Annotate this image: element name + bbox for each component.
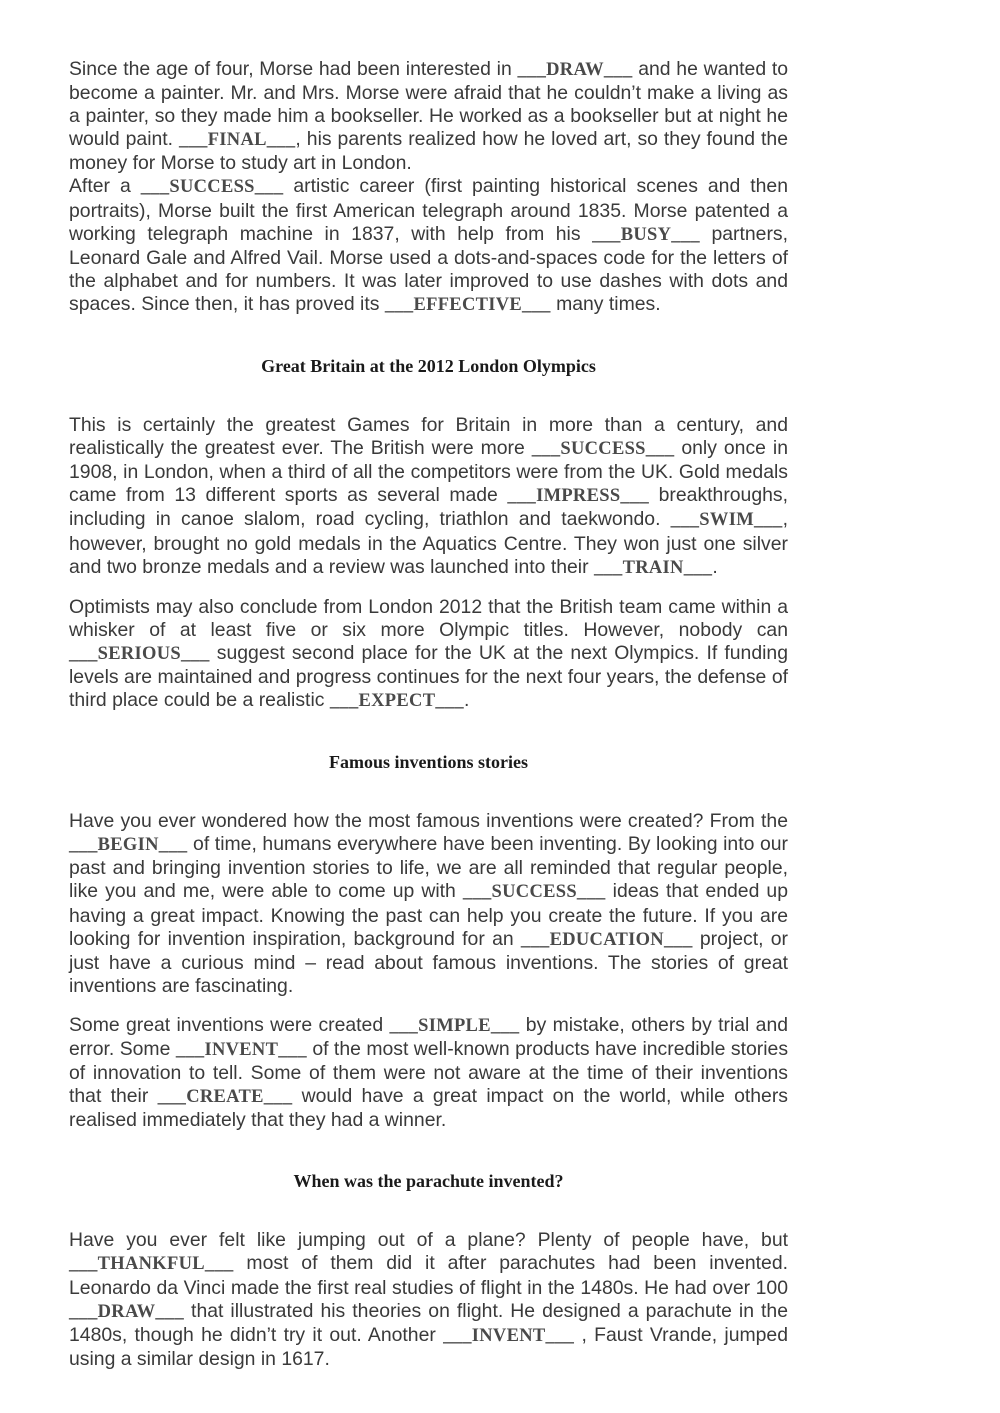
text-run: of time, humans everywhere have been inventing. By looking into our past and bringing invention stories to life, we are all reminded that regular people, like you and me, were able to come up with — [69, 833, 788, 903]
text-run: breakthroughs, including in canoe slalom, road cycling, triathlon and taekwondo. — [69, 484, 788, 531]
gap-begin: ___BEGIN___ — [69, 835, 188, 856]
text-run: most of them did it after parachutes had been invented. Leonardo da Vinci made the first real studies of flight in the 1480s. He had over 100 — [69, 1252, 788, 1299]
gap-invent: ___INVENT___ — [443, 1325, 575, 1346]
olympics-paragraph-2 — [69, 596, 788, 713]
gap-draw: ___DRAW___ — [69, 1301, 185, 1322]
text-run: Have you ever wondered how the most famous inventions were created? From the — [69, 810, 788, 833]
olympics-title: Great Britain at the 2012 London Olympics — [261, 356, 596, 377]
text-run: many times. — [550, 292, 661, 315]
inventions-paragraph-1 — [69, 810, 788, 998]
text-run: project, or just have a curious mind – read about famous inventions. The stories of great inventions are fascinating. — [69, 927, 788, 997]
text-run: . — [463, 689, 470, 712]
gap-draw: ___DRAW___ — [517, 60, 633, 80]
text-run: Have you ever felt like jumping out of a plane? Plenty of people have, but — [69, 1229, 788, 1252]
inventions-title: Famous inventions stories — [328, 752, 528, 773]
worksheet-page — [69, 58, 788, 1371]
text-run: Optimists may also conclude from London 2012 that the British team came within a whisker of at least five or six more Olympic titles. However, nobody can — [69, 595, 788, 641]
text-run: . — [712, 555, 718, 578]
text-run: artistic career (first painting historical scenes and then portraits), Morse built the first American telegraph around 1835. Morse patented a working telegraph machine in 1837, with help from his — [69, 175, 788, 245]
text-run: Some great inventions were created — [69, 1013, 390, 1036]
gap-simple: ___SIMPLE___ — [389, 1015, 520, 1036]
text-run: suggest second place for the UK at the next Olympics. If funding levels are maintained and progress continues for the next four years, the defense of third place could be a realistic — [69, 641, 788, 712]
gap-busy: ___BUSY___ — [592, 224, 700, 245]
gap-swim: ___SWIM___ — [670, 510, 783, 531]
morse-paragraph-2 — [69, 175, 788, 317]
text-run: partners, Leonard Gale and Alfred Vail. Morse used a dots-and-spaces code for the letters of the alphabet and for numbers. It was later improved to use dashes with dots and spaces. Since then, it has proved its — [69, 222, 788, 315]
gap-success: ___SUCCESS___ — [531, 439, 675, 460]
gap-impress: ___IMPRESS___ — [507, 486, 650, 507]
gap-success: ___SUCCESS___ — [462, 882, 606, 903]
text-run: by mistake, others by trial and error. Some — [69, 1013, 789, 1060]
text-run: , his parents realized how he loved art, so they found the money for Morse to study art in London. — [69, 128, 788, 175]
gap-create: ___CREATE___ — [157, 1087, 293, 1108]
gap-education: ___EDUCATION___ — [520, 929, 693, 950]
gap-train: ___TRAIN___ — [593, 557, 713, 578]
parachute-paragraph-1 — [69, 1229, 788, 1371]
text-run: Since the age of four, Morse had been interested in — [69, 58, 518, 80]
text-run: , Faust Vrande, jumped using a similar design in 1617. — [69, 1323, 788, 1370]
text-run: that illustrated his theories on flight. He designed a parachute in the 1480s, though he didn’t try it out. Another — [69, 1299, 788, 1346]
parachute-title: When was the parachute invented? — [293, 1171, 564, 1192]
text-run: only once in 1908, in London, when a third of all the competitors were from the UK. Gold medals came from 13 different sports as several made — [69, 437, 789, 507]
gap-thankful: ___THANKFUL___ — [69, 1254, 234, 1275]
text-run: would have a great impact on the world, while others realised immediately that they had a winner. — [69, 1085, 788, 1132]
morse-paragraph-1 — [69, 58, 788, 175]
text-run: This is certainly the greatest Games for Britain in more than a century, and realistically the greatest ever. The British were more — [69, 414, 788, 460]
gap-serious: ___SERIOUS___ — [69, 643, 210, 664]
text-run: and he wanted to become a painter. Mr. and Mrs. Morse were afraid that he couldn’t make a living as a painter, so they made him a bookseller. He worked as a bookseller but at night he would paint. — [69, 58, 788, 151]
inventions-paragraph-2 — [69, 1014, 788, 1132]
text-run: After a — [69, 175, 141, 198]
text-run: , however, brought no gold medals in the Aquatics Centre. They won just one silver and two bronze medals and a review was launched into their — [69, 508, 788, 578]
gap-final: ___FINAL___ — [179, 130, 296, 151]
gap-invent: ___INVENT___ — [175, 1040, 307, 1060]
gap-expect: ___EXPECT___ — [329, 691, 464, 712]
text-run: ideas that ended up having a great impact. Knowing the past can help you create the future. If you are looking for invention inspiration, background for an — [69, 880, 788, 950]
text-run: of the most well-known products have incredible stories of innovation to tell. Some of them were not aware at the time of their inventions that their — [69, 1038, 789, 1108]
olympics-paragraph-1 — [69, 414, 788, 580]
gap-success: ___SUCCESS___ — [140, 177, 284, 198]
gap-effective: ___EFFECTIVE___ — [384, 294, 551, 315]
